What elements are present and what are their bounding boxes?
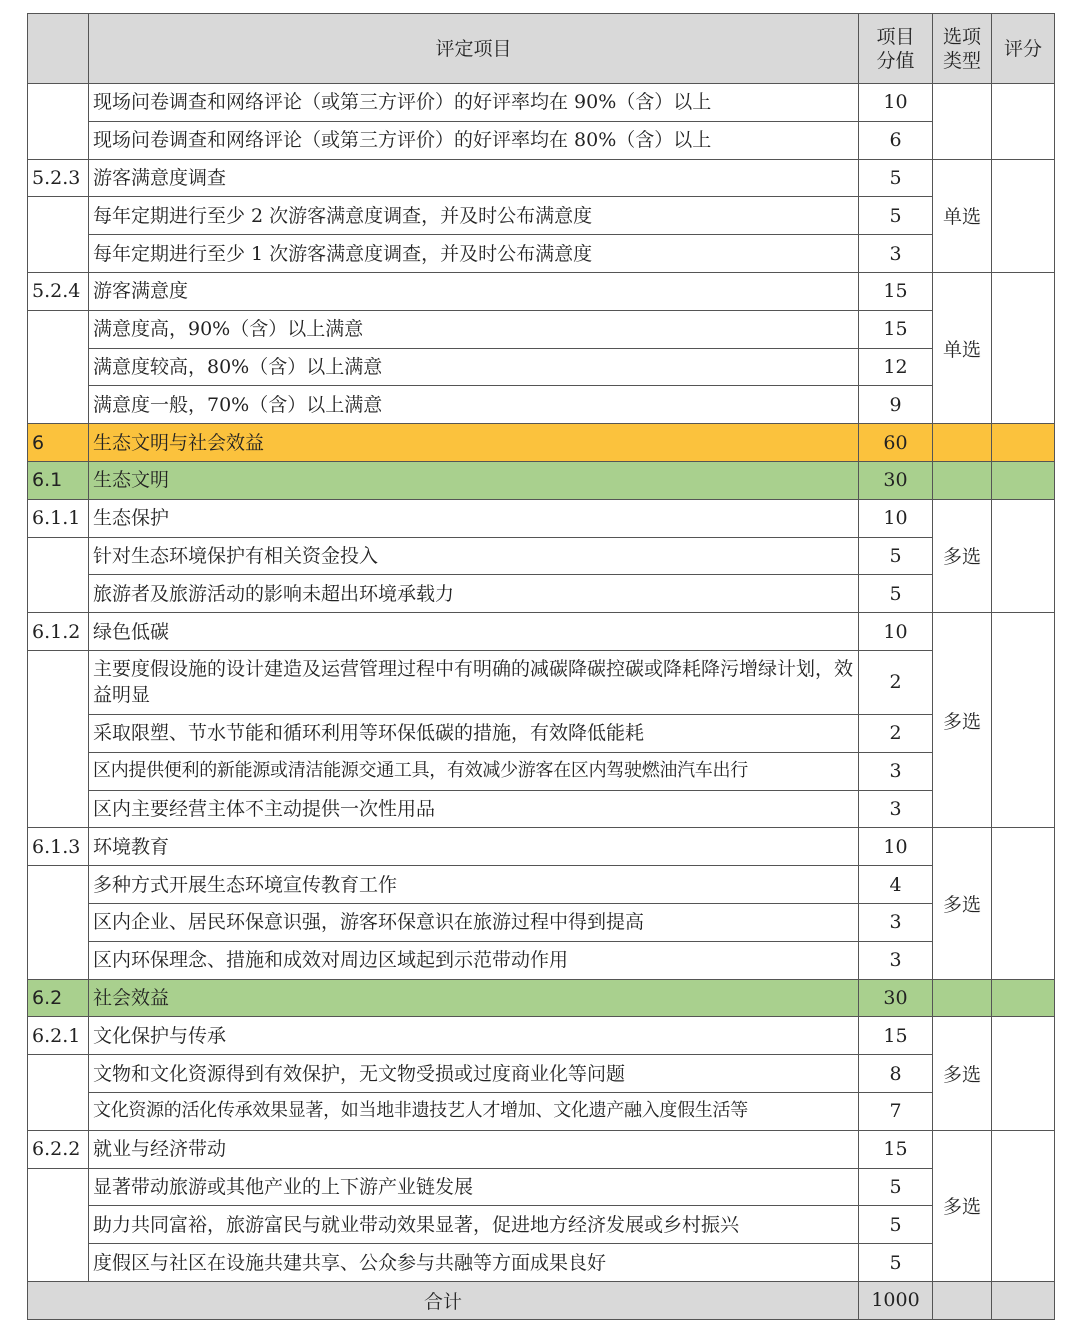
row-item: 游客满意度: [89, 272, 859, 310]
row-item: 满意度高，90%（含）以上满意: [89, 310, 859, 348]
row-score: 5: [859, 159, 933, 197]
table-row: [28, 866, 1055, 904]
row-score: 6: [859, 121, 933, 159]
row-code: 6: [28, 424, 89, 462]
row-code: [28, 1168, 89, 1281]
row-code: 6.2.1: [28, 1017, 89, 1055]
total-row: [28, 1281, 1055, 1319]
table-row: [28, 537, 1055, 575]
row-code: [28, 650, 89, 827]
table-row: [28, 1168, 1055, 1206]
table-row: [28, 272, 1055, 310]
total-label: 合计: [28, 1281, 859, 1319]
row-type: [933, 84, 992, 160]
option-type: 多选: [933, 828, 992, 979]
row-score: 15: [859, 310, 933, 348]
table-row: [28, 386, 1055, 424]
grade-cell[interactable]: [992, 424, 1055, 462]
header-grade: 评分: [992, 14, 1055, 84]
row-score: 8: [859, 1055, 933, 1093]
row-type: [933, 424, 992, 462]
row-code: 6.1.2: [28, 613, 89, 651]
table-row: [28, 575, 1055, 613]
table-row: [28, 84, 1055, 122]
table-row: [28, 1244, 1055, 1282]
grade-cell[interactable]: [992, 159, 1055, 272]
row-item: 就业与经济带动: [89, 1130, 859, 1168]
header-type: 选项 类型: [933, 14, 992, 84]
header-item: 评定项目: [89, 14, 859, 84]
table-row: [28, 941, 1055, 979]
table-row: [28, 159, 1055, 197]
row-score: 5: [859, 1244, 933, 1282]
row-score: 2: [859, 650, 933, 714]
row-score: 3: [859, 903, 933, 941]
table-row: [28, 714, 1055, 752]
header-row: [28, 14, 1055, 84]
row-score: 9: [859, 386, 933, 424]
option-type: 多选: [933, 499, 992, 612]
table-row: [28, 235, 1055, 273]
row-item: 旅游者及旅游活动的影响未超出环境承载力: [89, 575, 859, 613]
row-score: 15: [859, 1130, 933, 1168]
table-row: [28, 348, 1055, 386]
row-item: 采取限塑、节水节能和循环利用等环保低碳的措施，有效降低能耗: [89, 714, 859, 752]
row-item: 每年定期进行至少 2 次游客满意度调查，并及时公布满意度: [89, 197, 859, 235]
category-row: [28, 424, 1055, 462]
option-type: 多选: [933, 1130, 992, 1281]
row-item: 主要度假设施的设计建造及运营管理过程中有明确的减碳降碳控碳或降耗降污增绿计划，效益明显: [89, 650, 859, 714]
row-item: 文物和文化资源得到有效保护，无文物受损或过度商业化等问题: [89, 1055, 859, 1093]
row-code: 6.1: [28, 461, 89, 499]
row-item: 生态文明: [89, 461, 859, 499]
row-item: 现场问卷调查和网络评论（或第三方评价）的好评率均在 80%（含）以上: [89, 121, 859, 159]
row-type: [933, 979, 992, 1017]
row-item: 每年定期进行至少 1 次游客满意度调查，并及时公布满意度: [89, 235, 859, 273]
row-type: [933, 1281, 992, 1319]
row-score: 12: [859, 348, 933, 386]
row-item: 多种方式开展生态环境宣传教育工作: [89, 866, 859, 904]
row-code: [28, 84, 89, 160]
row-item: 区内主要经营主体不主动提供一次性用品: [89, 790, 859, 828]
row-item: 显著带动旅游或其他产业的上下游产业链发展: [89, 1168, 859, 1206]
table-row: [28, 1092, 1055, 1130]
table-row: [28, 828, 1055, 866]
row-code: [28, 866, 89, 979]
table-row: [28, 310, 1055, 348]
row-score: 10: [859, 613, 933, 651]
row-score: 3: [859, 941, 933, 979]
row-item: 游客满意度调查: [89, 159, 859, 197]
grade-cell[interactable]: [992, 828, 1055, 979]
row-score: 5: [859, 575, 933, 613]
row-item: 社会效益: [89, 979, 859, 1017]
row-code: [28, 197, 89, 273]
option-type: 单选: [933, 272, 992, 423]
row-item: 满意度一般，70%（含）以上满意: [89, 386, 859, 424]
table-row: [28, 1055, 1055, 1093]
row-score: 5: [859, 537, 933, 575]
grade-cell[interactable]: [992, 1281, 1055, 1319]
table-row: [28, 1130, 1055, 1168]
row-code: 6.1.1: [28, 499, 89, 537]
row-item: 现场问卷调查和网络评论（或第三方评价）的好评率均在 90%（含）以上: [89, 84, 859, 122]
row-item: 助力共同富裕，旅游富民与就业带动效果显著，促进地方经济发展或乡村振兴: [89, 1206, 859, 1244]
row-score: 5: [859, 1206, 933, 1244]
grade-cell[interactable]: [992, 1017, 1055, 1130]
row-item: 区内环保理念、措施和成效对周边区域起到示范带动作用: [89, 941, 859, 979]
total-score: 1000: [859, 1281, 933, 1319]
row-score: 7: [859, 1092, 933, 1130]
subcategory-row: [28, 461, 1055, 499]
row-score: 10: [859, 84, 933, 122]
row-code: 6.1.3: [28, 828, 89, 866]
option-type: 多选: [933, 613, 992, 828]
evaluation-table: [27, 13, 1055, 1320]
row-score: 3: [859, 790, 933, 828]
row-score: 5: [859, 1168, 933, 1206]
row-score: 2: [859, 714, 933, 752]
grade-cell[interactable]: [992, 613, 1055, 828]
row-score: 5: [859, 197, 933, 235]
grade-cell[interactable]: [992, 979, 1055, 1017]
row-code: [28, 537, 89, 613]
grade-cell[interactable]: [992, 461, 1055, 499]
table-row: [28, 790, 1055, 828]
row-score: 60: [859, 424, 933, 462]
row-item: 度假区与社区在设施共建共享、公众参与共融等方面成果良好: [89, 1244, 859, 1282]
row-item: 区内企业、居民环保意识强，游客环保意识在旅游过程中得到提高: [89, 903, 859, 941]
row-score: 30: [859, 461, 933, 499]
row-score: 10: [859, 828, 933, 866]
row-code: 6.2.2: [28, 1130, 89, 1168]
row-item: 文化资源的活化传承效果显著，如当地非遗技艺人才增加、文化遗产融入度假生活等: [89, 1092, 859, 1130]
table-row: [28, 499, 1055, 537]
table-row: [28, 121, 1055, 159]
row-item: 环境教育: [89, 828, 859, 866]
row-score: 3: [859, 235, 933, 273]
grade-cell[interactable]: [992, 499, 1055, 612]
table-row: [28, 903, 1055, 941]
grade-cell[interactable]: [992, 272, 1055, 423]
grade-cell[interactable]: [992, 84, 1055, 160]
subcategory-row: [28, 979, 1055, 1017]
row-score: 30: [859, 979, 933, 1017]
row-item: 生态保护: [89, 499, 859, 537]
option-type: 单选: [933, 159, 992, 272]
table-row: [28, 1017, 1055, 1055]
row-item: 区内提供便利的新能源或清洁能源交通工具，有效减少游客在区内驾驶燃油汽车出行: [89, 752, 859, 790]
row-item: 绿色低碳: [89, 613, 859, 651]
row-code: 6.2: [28, 979, 89, 1017]
row-code: 5.2.4: [28, 272, 89, 310]
table-row: [28, 1206, 1055, 1244]
row-item: 生态文明与社会效益: [89, 424, 859, 462]
row-type: [933, 461, 992, 499]
row-item: 文化保护与传承: [89, 1017, 859, 1055]
row-score: 10: [859, 499, 933, 537]
row-score: 15: [859, 272, 933, 310]
row-score: 3: [859, 752, 933, 790]
table-row: [28, 650, 1055, 714]
table-row: [28, 613, 1055, 651]
table-row: [28, 752, 1055, 790]
row-code: 5.2.3: [28, 159, 89, 197]
header-code: [28, 14, 89, 84]
row-score: 15: [859, 1017, 933, 1055]
row-item: 满意度较高，80%（含）以上满意: [89, 348, 859, 386]
header-score: 项目 分值: [859, 14, 933, 84]
row-score: 4: [859, 866, 933, 904]
option-type: 多选: [933, 1017, 992, 1130]
table-row: [28, 197, 1055, 235]
row-item: 针对生态环境保护有相关资金投入: [89, 537, 859, 575]
row-code: [28, 310, 89, 423]
grade-cell[interactable]: [992, 1130, 1055, 1281]
row-code: [28, 1055, 89, 1131]
